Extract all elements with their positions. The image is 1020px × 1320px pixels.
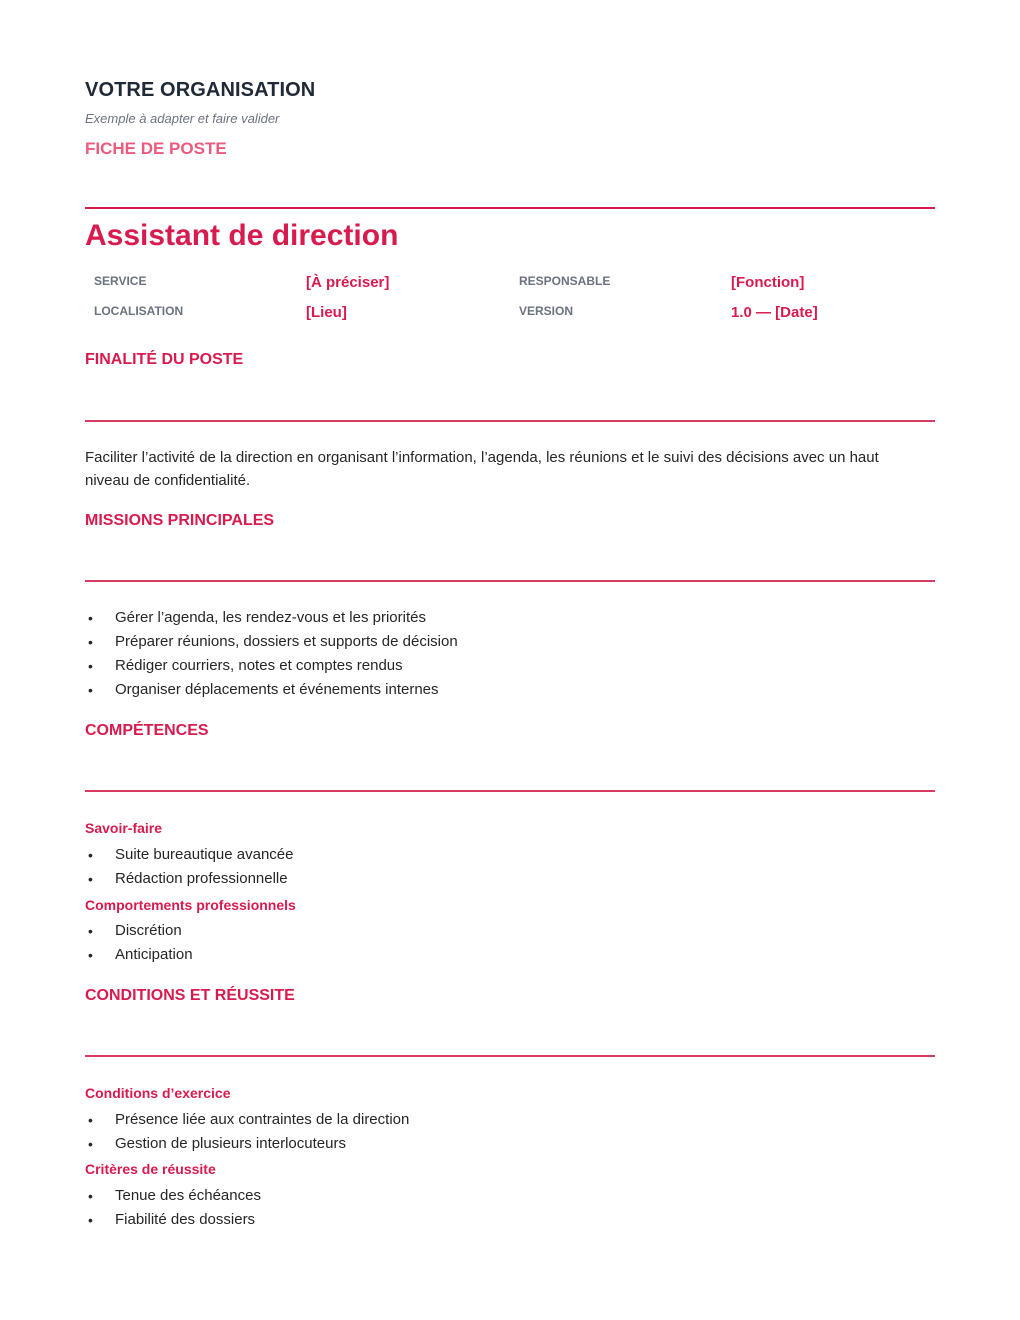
section-divider — [85, 420, 935, 422]
meta-manager-label: RESPONSABLE — [519, 274, 611, 288]
bullet-icon: • — [88, 1188, 93, 1204]
exercise-list — [85, 1108, 409, 1156]
meta-service-label: SERVICE — [94, 274, 147, 288]
meta-manager-value: [Fonction] — [731, 274, 805, 291]
list-item: • Préparer réunions, dossiers et supports de décision — [85, 630, 458, 654]
section-divider — [85, 1055, 935, 1057]
bullet-icon: • — [88, 634, 93, 650]
bullet-icon: • — [88, 682, 93, 698]
subsection-title-success: Critères de réussite — [85, 1161, 216, 1177]
section-title-purpose: FINALITÉ DU POSTE — [85, 351, 244, 368]
organization-name: VOTRE ORGANISATION — [85, 79, 316, 101]
success-list — [85, 1184, 261, 1232]
title-divider — [85, 207, 935, 209]
bullet-icon: • — [88, 847, 93, 863]
bullet-icon: • — [88, 947, 93, 963]
bullet-icon: • — [88, 923, 93, 939]
missions-list — [85, 606, 458, 702]
bullet-icon: • — [88, 1212, 93, 1228]
list-item: • Suite bureautique avancée — [85, 843, 293, 867]
subsection-title-behaviors: Comportements professionnels — [85, 897, 296, 913]
job-title: Assistant de direction — [85, 219, 399, 252]
list-item: • Tenue des échéances — [85, 1184, 261, 1208]
meta-version-value: 1.0 — [Date] — [731, 304, 818, 321]
bullet-icon: • — [88, 1112, 93, 1128]
subsection-title-exercise: Conditions d’exercice — [85, 1085, 231, 1101]
section-title-conditions: CONDITIONS ET RÉUSSITE — [85, 987, 295, 1004]
bullet-icon: • — [88, 610, 93, 626]
list-item: • Discrétion — [85, 919, 193, 943]
section-divider — [85, 580, 935, 582]
meta-service-value: [À préciser] — [306, 274, 390, 291]
meta-location-value: [Lieu] — [306, 304, 347, 321]
meta-version-label: VERSION — [519, 304, 574, 318]
bullet-icon: • — [88, 658, 93, 674]
bullet-icon: • — [88, 871, 93, 887]
bullet-icon: • — [88, 1136, 93, 1152]
subsection-title-know-how: Savoir-faire — [85, 820, 163, 836]
list-item: • Rédaction professionnelle — [85, 867, 293, 891]
list-item: • Anticipation — [85, 943, 193, 967]
list-item: • Gestion de plusieurs interlocuteurs — [85, 1132, 409, 1156]
list-item: • Gérer l’agenda, les rendez-vous et les priorités — [85, 606, 458, 630]
list-item: • Rédiger courriers, notes et comptes rendus — [85, 654, 458, 678]
list-item: • Fiabilité des dossiers — [85, 1208, 261, 1232]
section-divider — [85, 790, 935, 792]
behaviors-list — [85, 919, 193, 967]
meta-location-label: LOCALISATION — [94, 304, 184, 318]
purpose-text: Faciliter l’activité de la direction en organisant l’information, l’agenda, les réunions et le suivi des décisions avec un haut niveau de confidentialité. — [85, 449, 879, 489]
list-item: • Présence liée aux contraintes de la direction — [85, 1108, 409, 1132]
list-item: • Organiser déplacements et événements internes — [85, 678, 458, 702]
document-type: FICHE DE POSTE — [85, 139, 227, 158]
section-title-skills: COMPÉTENCES — [85, 722, 209, 739]
template-note: Exemple à adapter et faire valider — [85, 111, 280, 126]
know-how-list — [85, 843, 293, 891]
section-title-missions: MISSIONS PRINCIPALES — [85, 512, 275, 529]
